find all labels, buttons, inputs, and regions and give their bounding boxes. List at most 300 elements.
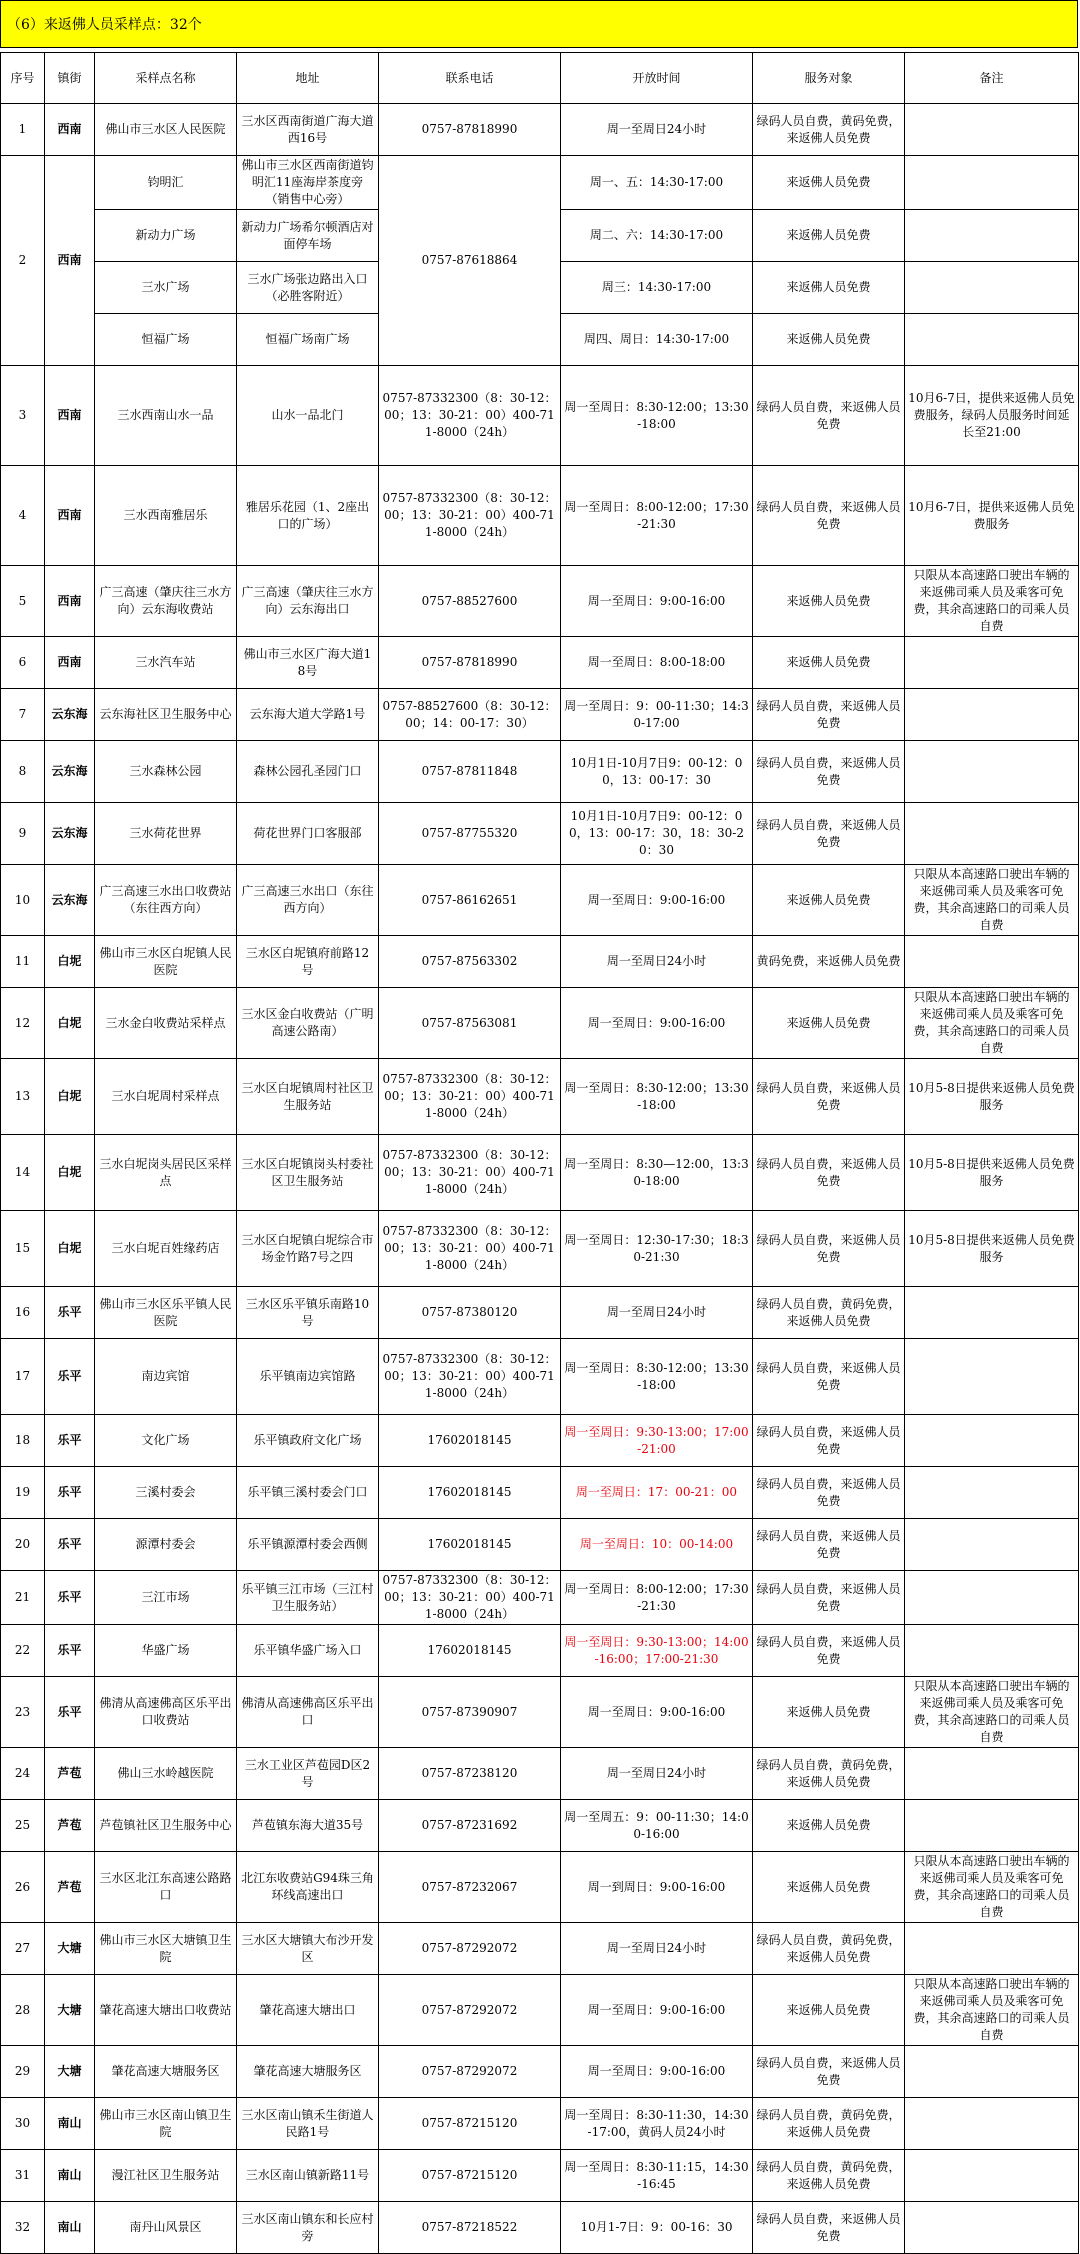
table-row [1,1800,1079,1852]
row-town: 西南 [45,104,95,156]
table-row [1,104,1079,156]
row-address: 芦苞镇东海大道35号 [237,1800,379,1852]
row-note [905,2098,1079,2150]
row-phone: 0757-87292072 [379,1923,561,1975]
table-row [1,566,1079,637]
row-target: 绿码人员自费，黄码免费，来返佛人员免费 [753,104,905,156]
row-address: 森林公园孔圣园门口 [237,741,379,803]
row-site-name: 佛清从高速佛高区乐平出口收费站 [95,1677,237,1748]
row-number: 32 [1,2202,45,2254]
row-address: 三水区乐平镇乐南路10号 [237,1287,379,1339]
row-number: 21 [1,1571,45,1625]
row-number: 12 [1,988,45,1059]
row-target: 绿码人员自费，来返佛人员免费 [753,1211,905,1287]
header-town: 镇街 [45,53,95,104]
table-row [1,1625,1079,1677]
row-phone: 0757-87563302 [379,936,561,988]
row-town: 白坭 [45,1059,95,1135]
row-number: 30 [1,2098,45,2150]
row-town: 芦苞 [45,1800,95,1852]
row-site-name: 芦苞镇社区卫生服务中心 [95,1800,237,1852]
row-town: 乐平 [45,1415,95,1467]
row-target: 绿码人员自费，来返佛人员免费 [753,466,905,566]
row-town: 白坭 [45,988,95,1059]
row-target: 绿码人员自费，来返佛人员免费 [753,689,905,741]
row-number: 26 [1,1852,45,1923]
row-note [905,936,1079,988]
row-site-name: 三水区北江东高速公路路口 [95,1852,237,1923]
row-site-name: 漫江社区卫生服务站 [95,2150,237,2202]
row-town: 大塘 [45,2046,95,2098]
row-target: 绿码人员自费，来返佛人员免费 [753,2046,905,2098]
table-row [1,1059,1079,1135]
row-town: 芦苞 [45,1852,95,1923]
row-note [905,1287,1079,1339]
table-row [1,988,1079,1059]
row-hours: 周一至周日：9:00-16:00 [561,865,753,936]
row-site-name: 云东海社区卫生服务中心 [95,689,237,741]
row-address: 恒福广场南广场 [237,314,379,366]
header-address: 地址 [237,53,379,104]
row-phone: 0757-87380120 [379,1287,561,1339]
row-note: 只限从本高速路口驶出车辆的来返佛司乘人员及乘客可免费，其余高速路口的司乘人员自费 [905,865,1079,936]
row-town: 西南 [45,637,95,689]
section-title: （6）来返佛人员采样点：32个 [0,0,1078,48]
row-address: 新动力广场希尔顿酒店对面停车场 [237,210,379,262]
row-target: 绿码人员自费，来返佛人员免费 [753,2202,905,2254]
row-number: 6 [1,637,45,689]
table-row [1,1211,1079,1287]
table-row [1,2150,1079,2202]
row-phone: 0757-87755320 [379,803,561,865]
row-hours: 周一至周日24小时 [561,1287,753,1339]
header-site-name: 采样点名称 [95,53,237,104]
row-hours: 周一至周日24小时 [561,1748,753,1800]
row-address: 云东海大道大学路1号 [237,689,379,741]
row-phone: 0757-86162651 [379,865,561,936]
row-note [905,1339,1079,1415]
row-note [905,2202,1079,2254]
row-site-name: 南边宾馆 [95,1339,237,1415]
table-row [1,1339,1079,1415]
row-phone: 0757-87390907 [379,1677,561,1748]
row-phone: 0757-87563081 [379,988,561,1059]
row-site-name: 佛山市三水区乐平镇人民医院 [95,1287,237,1339]
row-hours: 周一至周日：8:00-12:00；17:30-21:30 [561,466,753,566]
row-number: 29 [1,2046,45,2098]
row-address: 肇花高速大塘出口 [237,1975,379,2046]
row-site-name: 钧明汇 [95,156,237,210]
table-row [1,1135,1079,1211]
row-site-name: 三水广场 [95,262,237,314]
row-target: 来返佛人员免费 [753,210,905,262]
row-phone: 0757-88527600（8：30-12：00；14：00-17：30） [379,689,561,741]
row-address: 肇花高速大塘服务区 [237,2046,379,2098]
table-row [1,2046,1079,2098]
row-number: 27 [1,1923,45,1975]
row-town: 乐平 [45,1287,95,1339]
row-address: 三水广场张边路出入口（必胜客附近） [237,262,379,314]
row-address: 三水区白坭镇周村社区卫生服务站 [237,1059,379,1135]
row-phone: 0757-87618864 [379,156,561,366]
row-target: 来返佛人员免费 [753,566,905,637]
row-address: 北江东收费站G94珠三角环线高速出口 [237,1852,379,1923]
row-target: 绿码人员自费，黄码免费，来返佛人员免费 [753,1748,905,1800]
row-number: 13 [1,1059,45,1135]
row-town: 南山 [45,2098,95,2150]
row-town: 乐平 [45,1677,95,1748]
row-hours: 周一至周日：10：00-14:00 [561,1519,753,1571]
row-target: 来返佛人员免费 [753,262,905,314]
row-target: 绿码人员自费，来返佛人员免费 [753,1059,905,1135]
row-note [905,1923,1079,1975]
row-site-name: 三水白坭周村采样点 [95,1059,237,1135]
row-address: 雅居乐花园（1、2座出口的广场） [237,466,379,566]
row-number: 23 [1,1677,45,1748]
row-number: 18 [1,1415,45,1467]
row-note: 10月5-8日提供来返佛人员免费服务 [905,1059,1079,1135]
row-phone: 0757-87332300（8：30-12：00；13：30-21：00）400-711-8000（24h） [379,1571,561,1625]
row-hours: 周一到周日：9:00-16:00 [561,1852,753,1923]
row-note: 只限从本高速路口驶出车辆的来返佛司乘人员及乘客可免费，其余高速路口的司乘人员自费 [905,1852,1079,1923]
table-row [1,1748,1079,1800]
row-address: 佛清从高速佛高区乐平出口 [237,1677,379,1748]
row-hours: 周一至周日：8:00-12:00；17:30-21:30 [561,1571,753,1625]
row-number: 1 [1,104,45,156]
row-address: 三水区西南街道广海大道西16号 [237,104,379,156]
header-phone: 联系电话 [379,53,561,104]
row-number: 19 [1,1467,45,1519]
row-hours: 周一至周日24小时 [561,1923,753,1975]
row-address: 广三高速三水出口（东往西方向） [237,865,379,936]
table-row [1,1677,1079,1748]
row-target: 来返佛人员免费 [753,1852,905,1923]
row-number: 8 [1,741,45,803]
sampling-sites-table [0,52,1079,2254]
row-phone: 0757-87332300（8：30-12：00；13：30-21：00）400-711-8000（24h） [379,1059,561,1135]
row-address: 三水区白坭镇岗头村委社区卫生服务站 [237,1135,379,1211]
row-target: 绿码人员自费，黄码免费，来返佛人员免费 [753,2150,905,2202]
row-note [905,104,1079,156]
row-phone: 0757-87238120 [379,1748,561,1800]
row-address: 乐平镇华盛广场入口 [237,1625,379,1677]
row-number: 20 [1,1519,45,1571]
row-town: 南山 [45,2202,95,2254]
row-number: 25 [1,1800,45,1852]
table-row [1,1467,1079,1519]
header-target: 服务对象 [753,53,905,104]
table-row [1,741,1079,803]
row-site-name: 广三高速三水出口收费站（东往西方向） [95,865,237,936]
row-target: 绿码人员自费，来返佛人员免费 [753,1339,905,1415]
row-hours: 周一至周日：9:30-13:00；14:00-16:00；17:00-21:30 [561,1625,753,1677]
row-address: 乐平镇政府文化广场 [237,1415,379,1467]
row-note: 10月6-7日，提供来返佛人员免费服务，绿码人员服务时间延长至21:00 [905,366,1079,466]
row-town: 西南 [45,156,95,366]
table-row [1,803,1079,865]
row-phone: 17602018145 [379,1415,561,1467]
row-note [905,210,1079,262]
row-site-name: 三水荷花世界 [95,803,237,865]
row-phone: 0757-87231692 [379,1800,561,1852]
row-hours: 10月1日-10月7日9：00-12：00，13：00-17：30 [561,741,753,803]
row-address: 三水区南山镇禾生街道人民路1号 [237,2098,379,2150]
row-address: 乐平镇三江市场（三江村卫生服务站） [237,1571,379,1625]
row-phone: 0757-87215120 [379,2098,561,2150]
row-town: 云东海 [45,689,95,741]
row-town: 芦苞 [45,1748,95,1800]
table-row [1,865,1079,936]
table-row [1,1852,1079,1923]
row-note: 只限从本高速路口驶出车辆的来返佛司乘人员及乘客可免费，其余高速路口的司乘人员自费 [905,988,1079,1059]
row-hours: 周一至周日24小时 [561,936,753,988]
row-hours: 周一至周日：8:30-12:00；13:30-18:00 [561,1059,753,1135]
row-note: 只限从本高速路口驶出车辆的来返佛司乘人员及乘客可免费，其余高速路口的司乘人员自费 [905,1677,1079,1748]
row-note [905,1519,1079,1571]
row-site-name: 三水西南山水一品 [95,366,237,466]
row-town: 大塘 [45,1923,95,1975]
row-town: 白坭 [45,936,95,988]
row-site-name: 恒福广场 [95,314,237,366]
row-town: 云东海 [45,803,95,865]
row-hours: 周二、六：14:30-17:00 [561,210,753,262]
row-hours: 周一至周日：9：00-11:30；14:30-17:00 [561,689,753,741]
row-phone: 0757-87332300（8：30-12：00；13：30-21：00）400-711-8000（24h） [379,1339,561,1415]
row-address: 佛山市三水区广海大道18号 [237,637,379,689]
row-target: 绿码人员自费，来返佛人员免费 [753,741,905,803]
row-address: 三水区金白收费站（广明高速公路南） [237,988,379,1059]
row-site-name: 三水白坭岗头居民区采样点 [95,1135,237,1211]
row-target: 绿码人员自费，来返佛人员免费 [753,1571,905,1625]
row-phone: 0757-87818990 [379,637,561,689]
row-number: 24 [1,1748,45,1800]
row-hours: 周一至周日：8:30-12:00；13:30-18:00 [561,366,753,466]
row-address: 佛山市三水区西南街道钧明汇11座海岸茶度旁（销售中心旁） [237,156,379,210]
row-target: 来返佛人员免费 [753,1975,905,2046]
row-phone: 0757-87218522 [379,2202,561,2254]
row-note [905,689,1079,741]
row-hours: 周一至周日：9:00-16:00 [561,566,753,637]
row-number: 3 [1,366,45,466]
row-site-name: 新动力广场 [95,210,237,262]
row-note [905,803,1079,865]
row-number: 31 [1,2150,45,2202]
row-town: 乐平 [45,1625,95,1677]
row-town: 西南 [45,566,95,637]
row-target: 来返佛人员免费 [753,314,905,366]
row-hours: 周一至周日：12:30-17:30；18:30-21:30 [561,1211,753,1287]
table-row [1,1287,1079,1339]
row-hours: 周四、周日：14:30-17:00 [561,314,753,366]
row-number: 22 [1,1625,45,1677]
row-phone: 0757-87232067 [379,1852,561,1923]
row-hours: 周一至周日：9:00-16:00 [561,988,753,1059]
header-row [1,53,1079,104]
row-number: 2 [1,156,45,366]
row-hours: 周一至周日：8:30—12:00，13:30-18:00 [561,1135,753,1211]
row-target: 绿码人员自费，来返佛人员免费 [753,1135,905,1211]
row-number: 28 [1,1975,45,2046]
row-note [905,741,1079,803]
row-hours: 周一至周日：8:30-11:15，14:30-16:45 [561,2150,753,2202]
row-target: 来返佛人员免费 [753,156,905,210]
row-site-name: 佛山市三水区人民医院 [95,104,237,156]
table-row [1,1519,1079,1571]
row-number: 10 [1,865,45,936]
row-town: 云东海 [45,865,95,936]
table-row [1,1415,1079,1467]
row-target: 绿码人员自费，来返佛人员免费 [753,1467,905,1519]
row-hours: 周三：14:30-17:00 [561,262,753,314]
row-hours: 10月1日-10月7日9：00-12：00，13：00-17：30，18：30-20：30 [561,803,753,865]
row-note [905,1625,1079,1677]
row-site-name: 肇花高速大塘出口收费站 [95,1975,237,2046]
row-number: 14 [1,1135,45,1211]
row-address: 三水工业区芦苞园D区2号 [237,1748,379,1800]
row-number: 16 [1,1287,45,1339]
row-target: 绿码人员自费，来返佛人员免费 [753,1415,905,1467]
row-town: 乐平 [45,1467,95,1519]
row-note: 只限从本高速路口驶出车辆的来返佛司乘人员及乘客可免费，其余高速路口的司乘人员自费 [905,566,1079,637]
row-note [905,156,1079,210]
row-address: 三水区大塘镇大布沙开发区 [237,1923,379,1975]
row-address: 三水区南山镇东和长应村旁 [237,2202,379,2254]
row-site-name: 三水森林公园 [95,741,237,803]
row-phone: 0757-87332300（8：30-12：00；13：30-21：00）400-711-8000（24h） [379,466,561,566]
row-target: 绿码人员自费，黄码免费，来返佛人员免费 [753,1923,905,1975]
row-phone: 0757-87292072 [379,2046,561,2098]
row-phone: 0757-87332300（8：30-12：00；13：30-21：00）400-711-8000（24h） [379,1211,561,1287]
row-phone: 0757-87811848 [379,741,561,803]
table-row [1,637,1079,689]
row-phone: 17602018145 [379,1519,561,1571]
row-note [905,1467,1079,1519]
row-target: 绿码人员自费，来返佛人员免费 [753,1625,905,1677]
row-number: 7 [1,689,45,741]
row-phone: 17602018145 [379,1467,561,1519]
row-target: 来返佛人员免费 [753,1677,905,1748]
row-hours: 周一至周日：9:00-16:00 [561,1677,753,1748]
row-site-name: 三水西南雅居乐 [95,466,237,566]
table-row [1,156,1079,210]
table-row [1,2098,1079,2150]
table-row [1,689,1079,741]
row-address: 山水一品北门 [237,366,379,466]
row-phone: 0757-87332300（8：30-12：00；13：30-21：00）400-711-8000（24h） [379,366,561,466]
row-address: 三水区南山镇新路11号 [237,2150,379,2202]
row-note: 10月6-7日，提供来返佛人员免费服务 [905,466,1079,566]
row-address: 乐平镇源潭村委会西侧 [237,1519,379,1571]
row-site-name: 三水白坭百姓缘药店 [95,1211,237,1287]
row-address: 乐平镇三溪村委会门口 [237,1467,379,1519]
row-target: 绿码人员自费，来返佛人员免费 [753,366,905,466]
row-address: 广三高速（肇庆往三水方向）云东海出口 [237,566,379,637]
row-site-name: 源潭村委会 [95,1519,237,1571]
row-site-name: 肇花高速大塘服务区 [95,2046,237,2098]
row-hours: 周一至周日：9:00-16:00 [561,2046,753,2098]
row-target: 绿码人员自费，黄码免费，来返佛人员免费 [753,1287,905,1339]
row-site-name: 三溪村委会 [95,1467,237,1519]
table-row [1,2202,1079,2254]
row-hours: 周一至周日：8:00-18:00 [561,637,753,689]
row-town: 乐平 [45,1339,95,1415]
row-site-name: 文化广场 [95,1415,237,1467]
row-hours: 周一至周日：9:00-16:00 [561,1975,753,2046]
header-note: 备注 [905,53,1079,104]
row-phone: 0757-87818990 [379,104,561,156]
table-row [1,466,1079,566]
table-row [1,366,1079,466]
row-phone: 0757-87332300（8：30-12：00；13：30-21：00）400-711-8000（24h） [379,1135,561,1211]
row-number: 5 [1,566,45,637]
row-site-name: 华盛广场 [95,1625,237,1677]
row-note [905,1800,1079,1852]
row-phone: 0757-87215120 [379,2150,561,2202]
row-town: 乐平 [45,1519,95,1571]
row-number: 4 [1,466,45,566]
header-no: 序号 [1,53,45,104]
row-note [905,1415,1079,1467]
row-target: 来返佛人员免费 [753,637,905,689]
table-row [1,1923,1079,1975]
row-number: 9 [1,803,45,865]
row-town: 白坭 [45,1211,95,1287]
row-note: 只限从本高速路口驶出车辆的来返佛司乘人员及乘客可免费，其余高速路口的司乘人员自费 [905,1975,1079,2046]
row-phone: 17602018145 [379,1625,561,1677]
row-town: 西南 [45,366,95,466]
row-hours: 周一至周日：9:30-13:00；17:00-21:00 [561,1415,753,1467]
row-site-name: 佛山市三水区南山镇卫生院 [95,2098,237,2150]
row-hours: 周一至周日：17：00-21：00 [561,1467,753,1519]
row-target: 绿码人员自费，来返佛人员免费 [753,1519,905,1571]
row-hours: 周一至周日：8:30-11:30，14:30-17:00，黄码人员24小时 [561,2098,753,2150]
row-note: 10月5-8日提供来返佛人员免费服务 [905,1135,1079,1211]
row-hours: 周一至周五：9：00-11:30；14:00-16:00 [561,1800,753,1852]
row-hours: 10月1-7日：9：00-16：30 [561,2202,753,2254]
table-row [1,936,1079,988]
table-row [1,1975,1079,2046]
row-target: 绿码人员自费，黄码免费，来返佛人员免费 [753,2098,905,2150]
row-hours: 周一至周日24小时 [561,104,753,156]
row-address: 荷花世界门口客服部 [237,803,379,865]
row-note [905,262,1079,314]
row-town: 大塘 [45,1975,95,2046]
row-address: 三水区白坭镇白坭综合市场金竹路7号之四 [237,1211,379,1287]
row-site-name: 三水汽车站 [95,637,237,689]
row-hours: 周一、五：14:30-17:00 [561,156,753,210]
row-phone: 0757-87292072 [379,1975,561,2046]
row-phone: 0757-88527600 [379,566,561,637]
row-hours: 周一至周日：8:30-12:00；13:30-18:00 [561,1339,753,1415]
row-town: 云东海 [45,741,95,803]
row-note [905,1571,1079,1625]
row-address: 乐平镇南边宾馆路 [237,1339,379,1415]
row-note [905,2046,1079,2098]
row-site-name: 三水金白收费站采样点 [95,988,237,1059]
row-note [905,637,1079,689]
row-town: 白坭 [45,1135,95,1211]
row-site-name: 佛山市三水区大塘镇卫生院 [95,1923,237,1975]
row-note: 10月5-8日提供来返佛人员免费服务 [905,1211,1079,1287]
table-row [1,1571,1079,1625]
row-site-name: 广三高速（肇庆往三水方向）云东海收费站 [95,566,237,637]
row-target: 来返佛人员免费 [753,865,905,936]
row-target: 黄码免费，来返佛人员免费 [753,936,905,988]
row-site-name: 南丹山风景区 [95,2202,237,2254]
row-number: 15 [1,1211,45,1287]
row-address: 三水区白坭镇府前路12号 [237,936,379,988]
row-site-name: 三江市场 [95,1571,237,1625]
